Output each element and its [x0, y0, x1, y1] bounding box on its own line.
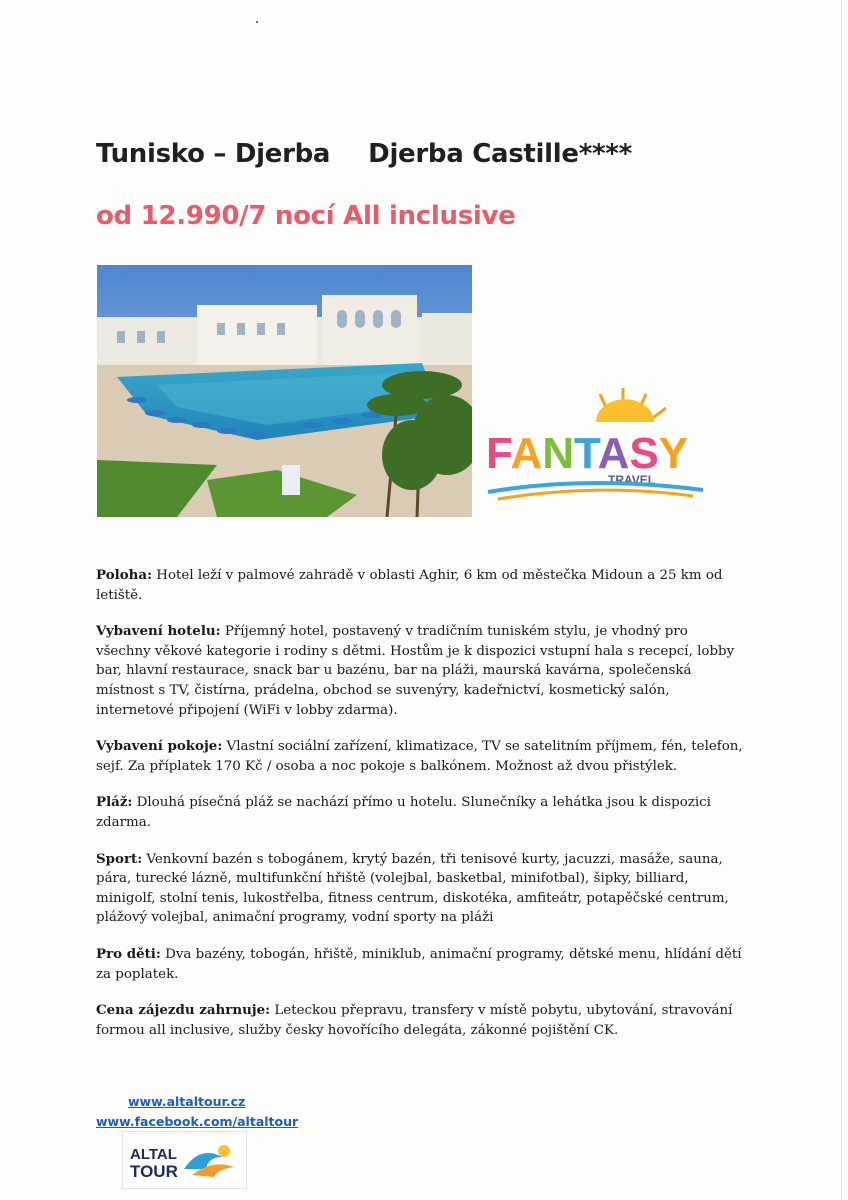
facebook-link[interactable]: www.facebook.com/altaltour [96, 1114, 299, 1129]
logo-letter: A [510, 429, 543, 478]
logo-letter: Y [658, 429, 689, 478]
destination-title: Tunisko – Djerba [96, 139, 331, 169]
fantasy-travel-logo [478, 380, 708, 505]
website-link[interactable]: www.altaltour.cz [128, 1094, 246, 1109]
logo-letter: F [486, 429, 511, 478]
scan-edge [841, 0, 842, 1200]
logo-letter: A [597, 429, 630, 478]
logo-letter: T [574, 429, 598, 478]
logo-letter: S [629, 429, 659, 478]
hotel-name: Djerba Castille**** [368, 139, 632, 169]
hotel-description [96, 566, 746, 1057]
hotel-photo [97, 265, 472, 517]
footer-links [96, 1092, 298, 1132]
logo-letter: N [542, 429, 575, 478]
section-room-amenities: Vybavení pokoje: Vlastní sociální zařízení, klimatizace, TV se satelitním příjmem, fén, telefon, sejf. Za příplatek 170 Kč / osoba a noc pokoje s balkónem. Možnost až dvou přistýlek. [96, 738, 743, 774]
section-hotel-amenities: Vybavení hotelu: Příjemný hotel, postavený v tradičním tuniském stylu, je vhodný pro všechny věkové kategorie i rodiny s dětmi. Hostům je k dispozici vstupní hala s recepcí, lobby bar, hlavní restaurace, snack bar u bazénu, bar na pláži, maurská kavárna, společenská místnost s TV, čistírna, prádelna, obchod se suvenýry, kadeřnictví, kosmetický salón, internetové připojení (WiFi v lobby zdarma). [96, 623, 735, 718]
section-price-includes: Cena zájezdu zahrnuje: Leteckou přepravu, transfery v místě pobytu, ubytování, stravování formou all inclusive, služby česky hovořícího delegáta, zákonné pojištění CK. [96, 1002, 733, 1038]
scan-speck [256, 21, 258, 23]
logo-sub-text: TRAVEL [608, 473, 656, 487]
altal-tour-logo [122, 1131, 247, 1189]
section-kids: Pro děti: Dva bazény, tobogán, hřiště, miniklub, animační programy, dětské menu, hlídání dětí za poplatek. [96, 945, 742, 982]
altal-logo-line1: ALTAL [130, 1146, 177, 1163]
altal-logo-line2: TOUR [130, 1162, 178, 1181]
section-sport: Sport: Venkovní bazén s tobogánem, krytý bazén, tři tenisové kurty, jacuzzi, masáže, sauna, pára, turecké lázně, multifunkční hřiště (volejbal, basketbal, minifotbal), šipky, billiard, minigolf, stolní tenis, lukostřelba, fitness centrum, diskotéka, amfiteátr, potapěčské centrum, plážový volejbal, animační programy, vodní sporty na pláži [96, 850, 729, 926]
price-headline: od 12.990/7 nocí All inclusive [96, 201, 516, 231]
page-title [96, 139, 632, 169]
section-beach: Pláž: Dlouhá písečná pláž se nachází přímo u hotelu. Slunečníky a lehátka jsou k dispozici zdarma. [96, 794, 711, 830]
section-location: Poloha: Hotel leží v palmové zahradě v oblasti Aghir, 6 km od městečka Midoun a 25 km od letiště. [96, 567, 723, 603]
logo-brand-text [486, 429, 688, 478]
